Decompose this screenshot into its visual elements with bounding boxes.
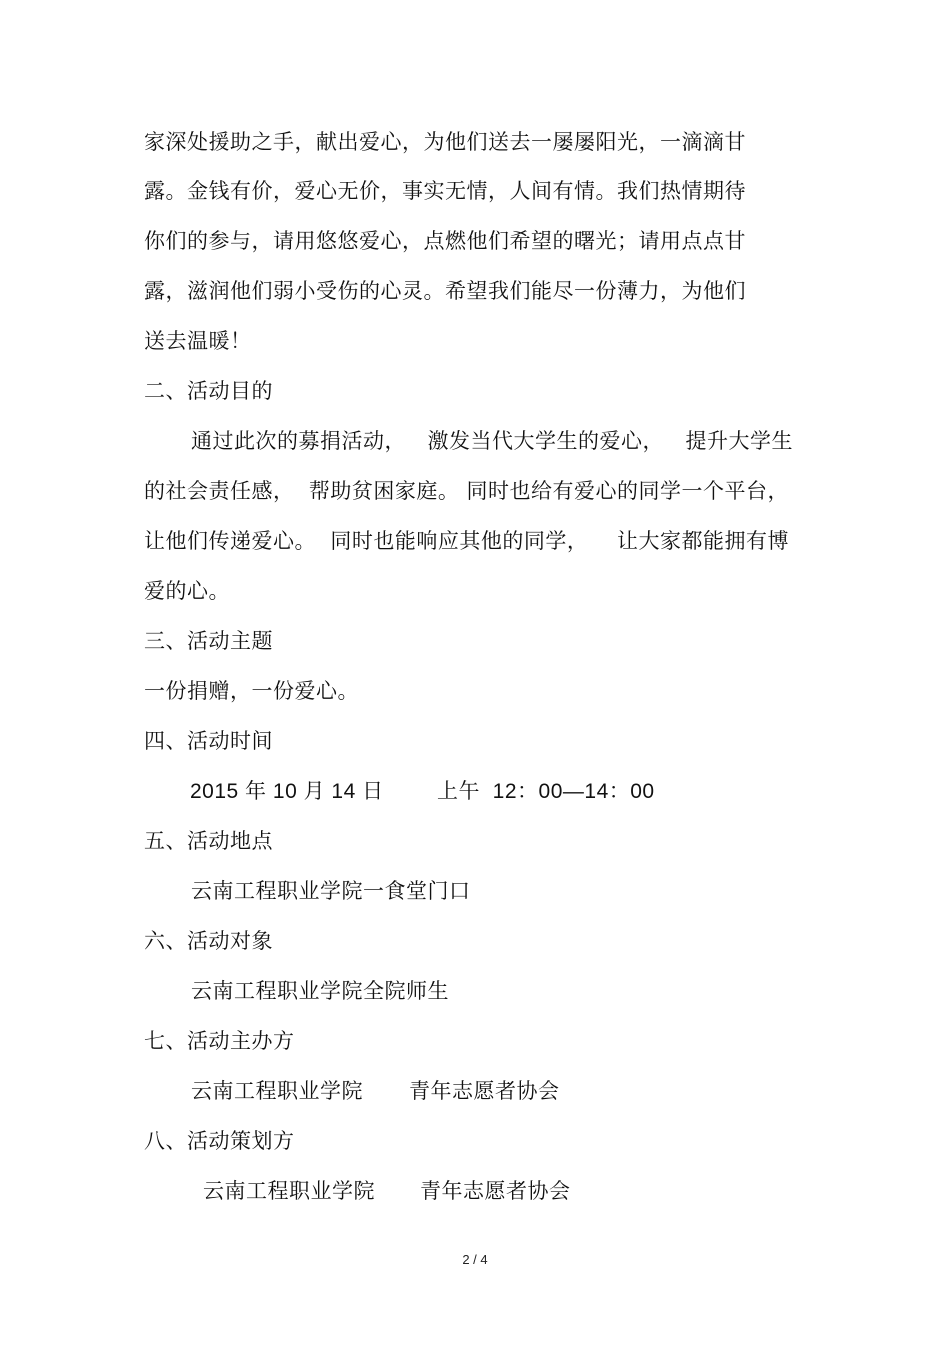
- planner-org: 云南工程职业学院: [203, 1179, 375, 1203]
- text-line: 送去温暖！: [144, 329, 252, 353]
- event-time: 上午 12：00—14：00: [437, 780, 655, 803]
- text-line: 露。金钱有价，爱心无价，事实无情，人间有情。我们热情期待: [144, 179, 746, 203]
- text-line: 让他们传递爱心。 同时也能响应其他的同学， 让大家都能拥有博: [144, 529, 790, 553]
- text-line: 露，滋润他们弱小受伤的心灵。希望我们能尽一份薄力，为他们: [144, 279, 746, 303]
- host-org: 云南工程职业学院: [191, 1079, 363, 1103]
- section-heading-audience: 六、活动对象: [144, 929, 273, 953]
- text-line: 的社会责任感， 帮助贫困家庭。 同时也给有爱心的同学一个平台，: [144, 479, 790, 503]
- theme-text: 一份捐赠，一份爱心。: [144, 679, 359, 703]
- audience-text: 云南工程职业学院全院师生: [191, 979, 449, 1003]
- page-number: 2 / 4: [462, 1252, 488, 1267]
- section-heading-purpose: 二、活动目的: [144, 379, 273, 403]
- section-heading-host: 七、活动主办方: [144, 1029, 295, 1053]
- host-group: 青年志愿者协会: [409, 1079, 560, 1103]
- event-date: 2015 年 10 月 14 日: [190, 780, 384, 803]
- text-line: 你们的参与，请用悠悠爱心，点燃他们希望的曙光；请用点点甘: [144, 229, 746, 253]
- planner-group: 青年志愿者协会: [420, 1179, 571, 1203]
- text-line: 通过此次的募捐活动， 激发当代大学生的爱心， 提升大学生: [191, 429, 794, 453]
- section-heading-time: 四、活动时间: [144, 729, 273, 753]
- section-heading-location: 五、活动地点: [144, 829, 273, 853]
- text-line: 家深处援助之手，献出爱心，为他们送去一屡屡阳光，一滴滴甘: [144, 130, 746, 154]
- section-heading-theme: 三、活动主题: [144, 629, 273, 653]
- section-heading-planner: 八、活动策划方: [144, 1129, 295, 1153]
- location-text: 云南工程职业学院一食堂门口: [191, 879, 471, 903]
- text-line: 爱的心。: [144, 579, 230, 603]
